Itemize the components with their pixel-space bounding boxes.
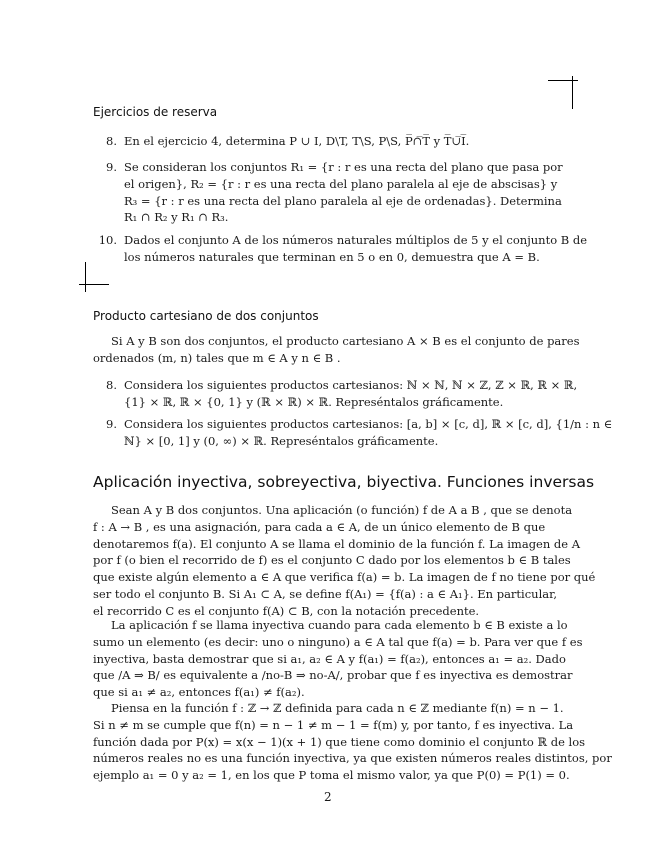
- item-text-line: el origen}, R₂ = {r : r es una recta del plano paralela al eje de abscisas} y: [124, 176, 558, 191]
- item-text-line: R₃ = {r : r es una recta del plano paralela al eje de ordenadas}. Determina: [124, 193, 562, 208]
- item-text-line: Considera los siguientes productos cartesianos: ℕ × ℕ, ℕ × ℤ, ℤ × ℝ, ℝ × ℝ,: [124, 378, 578, 392]
- reserve-item-10: [93, 232, 588, 266]
- paragraph-line: números reales no es una función inyectiva, ya que existen números reales distintos, por: [93, 751, 612, 766]
- paragraph-line: función dada por P(x) = x(x − 1)(x + 1) que tiene como dominio el conjunto ℝ de los: [93, 734, 586, 749]
- paragraph-line: denotaremos f(a). El conjunto A se llama el dominio de la función f. La imagen de A: [93, 536, 581, 551]
- item-text-line: R₁ ∩ R₂ y R₁ ∩ R₃.: [124, 210, 229, 225]
- reserve-heading: Ejercicios de reserva: [93, 105, 218, 119]
- paragraph-1: [93, 502, 596, 620]
- reserve-item-8: [93, 133, 535, 151]
- item-number: 8.: [106, 134, 117, 148]
- crop-mark-left-v: [85, 262, 86, 292]
- paragraph-line: ordenados (m, n) tales que m ∈ A y n ∈ B .: [93, 350, 341, 365]
- item-text-line: {1} × ℝ, ℝ × {0, 1} y (ℝ × ℝ) × ℝ. Represéntalos gráficamente.: [124, 394, 504, 409]
- paragraph-3: [93, 700, 612, 784]
- crop-mark-top-right-v: [572, 76, 573, 109]
- paragraph-line: Si n ≠ m se cumple que f(n) = n − 1 ≠ m − 1 = f(m) y, por tanto, f es inyectiva. La: [93, 717, 574, 732]
- paragraph-line: Piensa en la función f : ℤ → ℤ definida para cada n ∈ ℤ mediante f(n) = n − 1.: [111, 701, 564, 715]
- paragraph-line: el recorrido C es el conjunto f(A) ⊂ B, con la notación precedente.: [93, 603, 480, 618]
- section-heading: Aplicación inyectiva, sobreyectiva, biyectiva. Funciones inversas: [93, 473, 595, 491]
- item-number: 10.: [98, 233, 117, 247]
- item-number: 9.: [106, 417, 117, 431]
- cartesian-item-8: [93, 377, 578, 411]
- cartesian-heading: Producto cartesiano de dos conjuntos: [93, 309, 319, 323]
- paragraph-line: que si a₁ ≠ a₂, entonces f(a₁) ≠ f(a₂).: [93, 685, 305, 700]
- item-text-line: Considera los siguientes productos cartesianos: [a, b] × [c, d], ℝ × [c, d], {1/n : n ∈: [124, 417, 613, 431]
- paragraph-line: que /A ⇒ B/ es equivalente a /no-B ⇒ no-A/, probar que f es inyectiva es demostrar: [93, 668, 573, 683]
- item-text-line: Dados el conjunto A de los números naturales múltiplos de 5 y el conjunto B de: [124, 233, 588, 247]
- item-text-line: los números naturales que terminan en 5 o en 0, demuestra que A = B.: [124, 249, 540, 264]
- crop-mark-top-right-h: [548, 80, 578, 81]
- item-text-line: ℕ} × [0, 1] y (0, ∞) × ℝ. Represéntalos gráficamente.: [124, 433, 439, 448]
- paragraph-line: inyectiva, basta demostrar que si a₁, a₂ ∈ A y f(a₁) = f(a₂), entonces a₁ = a₂. Dado: [93, 651, 566, 666]
- item-number: 8.: [106, 378, 117, 392]
- paragraph-line: f : A → B , es una asignación, para cada a ∈ A, de un único elemento de B que: [93, 519, 546, 534]
- cartesian-item-9: [93, 416, 613, 450]
- paragraph-line: por f (o bien el recorrido de f) es el conjunto C dado por los elementos b ∈ B tales: [93, 553, 571, 568]
- paragraph-line: La aplicación f se llama inyectiva cuando para cada elemento b ∈ B existe a lo: [111, 618, 568, 632]
- reserve-item-9: [93, 159, 563, 227]
- paragraph-line: Si A y B son dos conjuntos, el producto cartesiano A × B es el conjunto de pares: [111, 334, 580, 348]
- item-text: En el ejercicio 4, determina P ∪ I, D\T, T\S, P\S, P̅∩̅T̅ y T̅∪̅I̅.: [124, 134, 470, 148]
- paragraph-line: Sean A y B dos conjuntos. Una aplicación (o función) f de A a B , que se denota: [111, 503, 573, 517]
- item-number: 9.: [106, 160, 117, 174]
- paragraph-line: ser todo el conjunto B. Si A₁ ⊂ A, se define f(A₁) = {f(a) : a ∈ A₁}. En particular,: [93, 586, 557, 601]
- crop-mark-left-h: [79, 284, 109, 285]
- paragraph-line: que existe algún elemento a ∈ A que verifica f(a) = b. La imagen de f no tiene por qué: [93, 570, 596, 585]
- paragraph-line: ejemplo a₁ = 0 y a₂ = 1, en los que P toma el mismo valor, ya que P(0) = P(1) = 0.: [93, 768, 570, 783]
- item-text-line: Se consideran los conjuntos R₁ = {r : r es una recta del plano que pasa por: [124, 160, 563, 174]
- paragraph-2: [93, 617, 583, 701]
- page-number: 2: [324, 790, 332, 804]
- cartesian-intro: [93, 333, 580, 367]
- paragraph-line: sumo un elemento (es decir: uno o ninguno) a ∈ A tal que f(a) = b. Para ver que f es: [93, 634, 583, 649]
